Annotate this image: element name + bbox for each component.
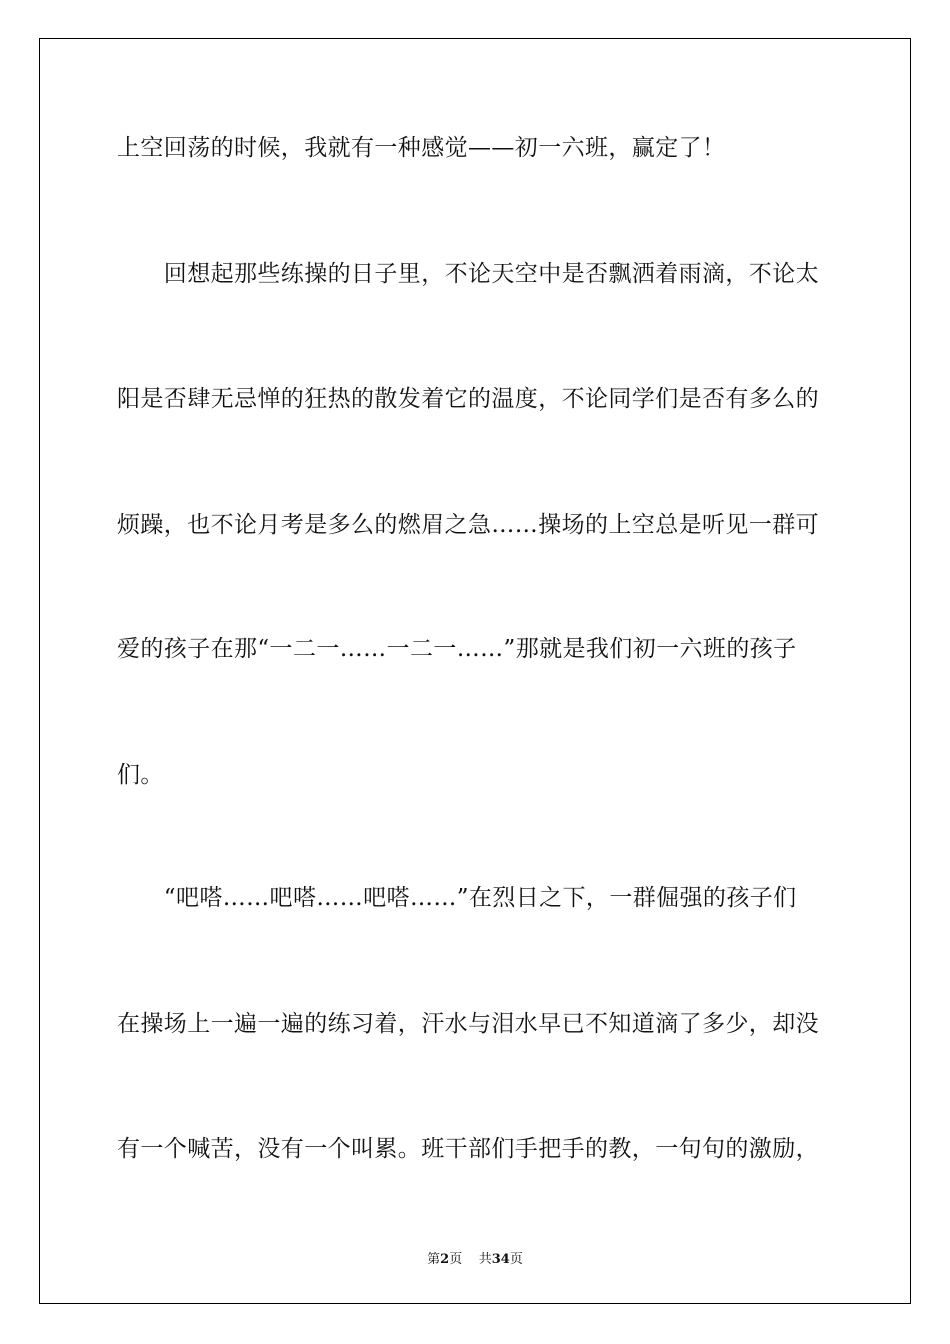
page-suffix: 页 [449,1252,463,1267]
text-line-2: 回想起那些练操的日子里，不论天空中是否飘洒着雨滴，不论太 [117,261,819,287]
page-border [39,38,911,1304]
text-line-1: 上空回荡的时候，我就有一种感觉——初一六班，赢定了！ [117,135,726,161]
text-line-7: “吧嗒……吧嗒……吧嗒……”在烈日之下，一群倔强的孩子们 [117,885,797,911]
text-line-5: 爱的孩子在那“一二一……一二一……”那就是我们初一六班的孩子 [117,636,797,662]
text-line-9: 有一个喊苦，没有一个叫累。班干部们手把手的教，一句句的激励， [117,1136,819,1162]
page-number: 2 [440,1252,450,1267]
text-line-4: 烦躁，也不论月考是多么的燃眉之急……操场的上空总是听见一群可 [117,512,819,538]
text-line-3: 阳是否肆无忌惮的狂热的散发着它的温度，不论同学们是否有多么的 [117,386,819,412]
page-footer [0,1248,950,1267]
page-prefix: 第 [427,1252,441,1267]
total-prefix: 共 [478,1252,492,1267]
total-pages: 34 [491,1252,510,1267]
text-line-8: 在操场上一遍一遍的练习着，汗水与泪水早已不知道滴了多少，却没 [117,1011,819,1037]
text-line-6: 们。 [117,762,164,788]
total-suffix: 页 [509,1252,523,1267]
